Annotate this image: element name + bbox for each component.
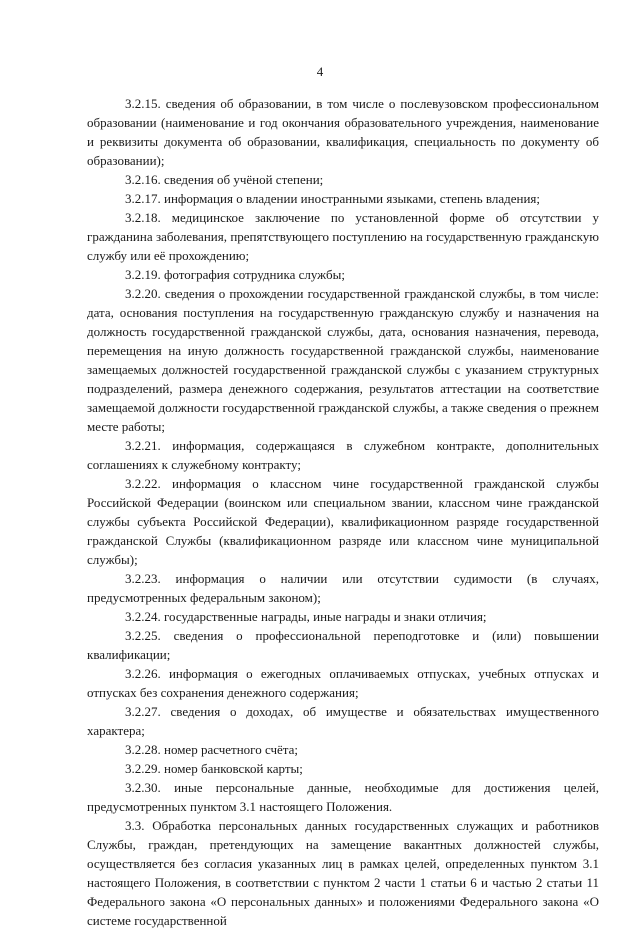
page-number: 4 bbox=[316, 64, 324, 79]
paragraph-3-2-18: 3.2.18. медицинское заключение по установленной форме об отсутствии у гражданина заболевания, препятствующего поступлению на государственную гражданскую службу или её прохождению; bbox=[87, 210, 599, 263]
document-body bbox=[87, 94, 599, 930]
paragraph-3-2-15: 3.2.15. сведения об образовании, в том числе о послевузовском профессиональном образовании (наименование и год окончания образовательного учреждения, наименование и реквизиты документа об образовании, квалификация, специальность по документу об образовании); bbox=[87, 96, 599, 168]
paragraph-3-2-19: 3.2.19. фотография сотрудника службы; bbox=[125, 267, 345, 282]
paragraph-3-3: 3.3. Обработка персональных данных государственных служащих и работников Службы, граждан, претендующих на замещение вакантных должностей службы, осуществляется без согласия указанных лиц в рамках целей, определенных пунктом 3.1 настоящего Положения, в соответствии с пунктом 2 части 1 статьи 6 и частью 2 статьи 11 Федерального закона «О персональных данных» и положениями Федерального закона «О системе государственной bbox=[87, 818, 599, 928]
paragraph-3-2-17: 3.2.17. информация о владении иностранными языками, степень владения; bbox=[125, 191, 540, 206]
paragraph-3-2-30: 3.2.30. иные персональные данные, необходимые для достижения целей, предусмотренных пунктом 3.1 настоящего Положения. bbox=[87, 780, 599, 814]
paragraph-3-2-24: 3.2.24. государственные награды, иные награды и знаки отличия; bbox=[125, 609, 487, 624]
paragraph-3-2-26: 3.2.26. информация о ежегодных оплачиваемых отпусках, учебных отпусках и отпусках без сохранения денежного содержания; bbox=[87, 666, 599, 700]
paragraph-3-2-20: 3.2.20. сведения о прохождении государственной гражданской службы, в том числе: дата, основания поступления на государственную гражданскую службу и назначения на должность государственной гражданской службы, дата, основания назначения, перевода, перемещения на иную должность государственной гражданской службы, наименование замещаемых должностей государственной гражданской службы с указанием структурных подразделений, размера денежного содержания, результатов аттестации на соответствие замещаемой должности государственной гражданской службы, а также сведения о прежнем месте работы; bbox=[87, 286, 599, 434]
paragraph-3-2-16: 3.2.16. сведения об учёной степени; bbox=[125, 172, 324, 187]
paragraph-3-2-29: 3.2.29. номер банковской карты; bbox=[125, 761, 303, 776]
paragraph-3-2-28: 3.2.28. номер расчетного счёта; bbox=[125, 742, 298, 757]
paragraph-3-2-25: 3.2.25. сведения о профессиональной переподготовке и (или) повышении квалификации; bbox=[87, 628, 599, 662]
paragraph-3-2-23: 3.2.23. информация о наличии или отсутствии судимости (в случаях, предусмотренных федеральным законом); bbox=[87, 571, 599, 605]
paragraph-3-2-27: 3.2.27. сведения о доходах, об имуществе и обязательствах имущественного характера; bbox=[87, 704, 599, 738]
paragraph-3-2-21: 3.2.21. информация, содержащаяся в служебном контракте, дополнительных соглашениях к служебному контракту; bbox=[87, 438, 599, 472]
paragraph-3-2-22: 3.2.22. информация о классном чине государственной гражданской службы Российской Федерации (воинском или специальном звании, классном чине гражданской службы субъекта Российской Федерации), квалификационном разряде государственной гражданской Службы (квалификационном разряде или классном чине муниципальной службы); bbox=[87, 476, 599, 567]
